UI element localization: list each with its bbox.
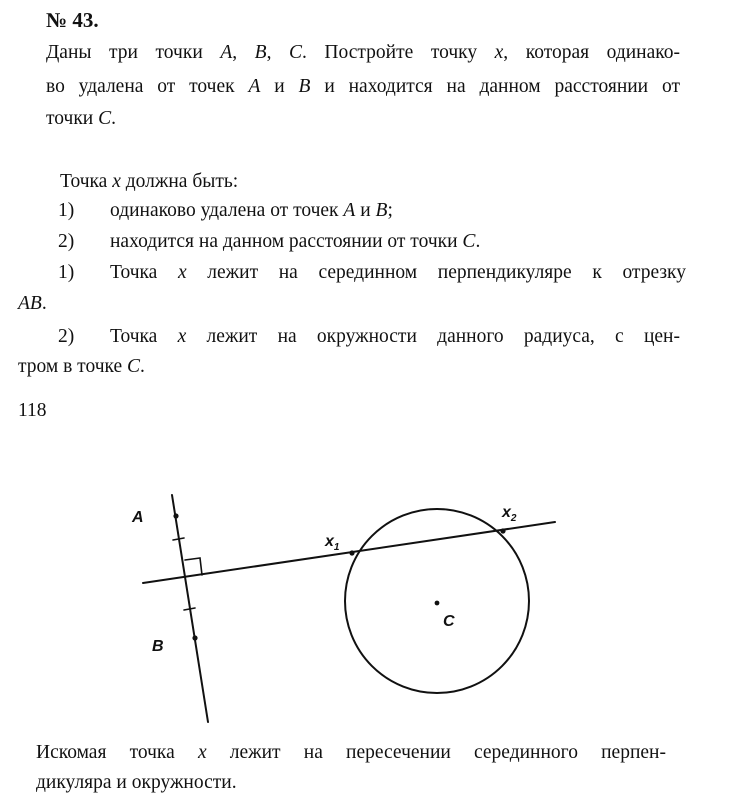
point-x2 [500, 528, 505, 533]
condition-2-number: 2) [58, 231, 75, 252]
condition-1: 1) одинаково удалена от точек A и B; [46, 196, 393, 225]
label-x1: $x_1$ [325, 533, 340, 553]
page-number: 118 [18, 400, 47, 421]
point-b [192, 635, 197, 640]
step-2-line-1: 2) Точка x лежит на окружности данного радиуса, с цен- [58, 322, 680, 351]
step-1-line-1: 1) Точка x лежит на серединном перпендикуляре к отрезку [58, 258, 686, 287]
step-1-number: 1) [58, 262, 75, 283]
point-a [173, 513, 178, 518]
conclusion-line-2: дикуляра и окружности. [36, 772, 237, 793]
conclusion-line-1: Искомая точка x лежит на пересечении серединного перпен- [36, 742, 666, 763]
label-b: B [152, 638, 164, 655]
solution-intro: Точка x должна быть: [60, 171, 239, 192]
point-c [435, 601, 440, 606]
condition-1-number: 1) [58, 200, 75, 221]
tick-mark-lower [184, 608, 195, 610]
right-angle-marker [185, 558, 202, 575]
step-1-line-2: AB. [18, 293, 47, 314]
label-a: A [132, 509, 144, 526]
label-c: C [443, 613, 455, 630]
step-2-number: 2) [58, 326, 75, 347]
tick-mark-upper [173, 538, 184, 540]
step-2-line-2: тром в точке C. [18, 356, 145, 377]
problem-statement-line-1: Даны три точки A, B, C. Постройте точку x, которая одинако- [46, 42, 680, 63]
label-x2: $x_2$ [502, 504, 517, 524]
problem-title: № 43. [46, 8, 99, 32]
problem-statement-line-3: точки C. [46, 108, 116, 129]
point-x1 [349, 550, 354, 555]
problem-statement-line-2: во удалена от точек A и B и находится на данном расстоянии от [46, 76, 680, 97]
condition-2: 2) находится на данном расстоянии от точки C. [46, 227, 480, 256]
